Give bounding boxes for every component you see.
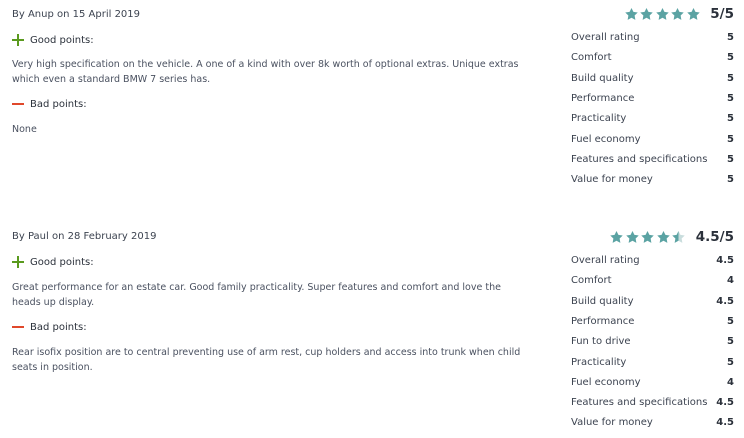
rating-value: 4 <box>727 275 734 287</box>
rating-row <box>571 93 734 113</box>
rating-label: Fuel economy <box>571 376 641 388</box>
good-points-heading <box>12 34 94 46</box>
rating-label: Overall rating <box>571 32 640 43</box>
good-points-text: Very high specification on the vehicle. A one of a kind with over 8k worth of optional extras. Unique extras which even a standard BMW 7 series has. <box>12 59 519 85</box>
rating-row <box>571 73 734 93</box>
rating-value: 5 <box>727 356 734 368</box>
star-icon <box>640 230 655 245</box>
star-icon <box>671 230 686 245</box>
good-points-heading <box>12 256 94 268</box>
rating-row <box>571 397 734 417</box>
rating-label: Value for money <box>571 417 653 429</box>
rating-value: 4.5 <box>716 417 734 429</box>
rating-value: 5 <box>727 336 734 348</box>
good-points-label: Good points: <box>30 256 94 268</box>
rating-label: Comfort <box>571 52 612 64</box>
bad-points-text: Rear isofix position are to central preventing use of arm rest, cup holders and access into trunk when child seats in position. <box>12 347 521 373</box>
rating-value: 5 <box>727 32 734 43</box>
star-icon <box>656 230 671 245</box>
overall-score: 4.5/5 <box>695 229 734 245</box>
bad-points-label: Bad points: <box>30 98 87 110</box>
rating-row <box>571 52 734 72</box>
rating-value: 4.5 <box>716 255 734 266</box>
review-card <box>0 222 744 438</box>
rating-value: 5 <box>727 52 734 64</box>
rating-row <box>571 255 734 275</box>
review-card <box>0 0 744 210</box>
rating-value: 4 <box>727 376 734 388</box>
rating-row <box>571 316 734 336</box>
rating-label: Comfort <box>571 275 612 287</box>
overall-stars <box>624 6 734 22</box>
rating-row <box>571 336 734 356</box>
minus-icon <box>12 321 24 333</box>
rating-value: 5 <box>727 113 734 125</box>
star-icon <box>686 7 701 22</box>
rating-row <box>571 154 734 174</box>
rating-row <box>571 296 734 316</box>
rating-label: Practicality <box>571 113 627 125</box>
star-icon <box>609 230 624 245</box>
star-icon <box>624 7 639 22</box>
good-points-text: Great performance for an estate car. Good family practicality. Super features and comfort and love the heads up display. <box>12 282 501 308</box>
rating-value: 5 <box>727 315 734 327</box>
review-byline: By Paul on 28 February 2019 <box>12 231 157 242</box>
rating-label: Build quality <box>571 295 634 307</box>
bad-points-heading <box>12 321 87 333</box>
overall-score: 5/5 <box>710 6 734 22</box>
rating-value: 5 <box>727 133 734 145</box>
star-icon <box>670 7 685 22</box>
rating-row <box>571 32 734 52</box>
rating-label: Features and specifications <box>571 153 708 165</box>
rating-value: 5 <box>727 72 734 84</box>
rating-row <box>571 417 734 437</box>
rating-row <box>571 377 734 397</box>
rating-label: Build quality <box>571 72 634 84</box>
rating-label: Performance <box>571 315 635 327</box>
review-byline: By Anup on 15 April 2019 <box>12 9 141 20</box>
rating-row <box>571 275 734 295</box>
plus-icon <box>12 256 24 268</box>
rating-row <box>571 134 734 154</box>
rating-value: 5 <box>727 92 734 104</box>
star-icon <box>655 7 670 22</box>
rating-label: Features and specifications <box>571 397 708 409</box>
rating-value: 5 <box>727 174 734 186</box>
good-points-label: Good points: <box>30 34 94 46</box>
overall-stars <box>609 229 734 245</box>
rating-row <box>571 174 734 194</box>
plus-icon <box>12 34 24 46</box>
rating-label: Practicality <box>571 356 627 368</box>
star-rating <box>624 7 702 22</box>
rating-value: 5 <box>727 153 734 165</box>
rating-label: Fun to drive <box>571 336 631 348</box>
rating-row <box>571 113 734 133</box>
star-icon <box>639 7 654 22</box>
star-rating <box>609 230 687 245</box>
bad-points-label: Bad points: <box>30 321 87 333</box>
rating-label: Performance <box>571 92 635 104</box>
rating-value: 4.5 <box>716 397 734 409</box>
rating-label: Fuel economy <box>571 133 641 145</box>
rating-row <box>571 357 734 377</box>
rating-label: Value for money <box>571 174 653 186</box>
rating-label: Overall rating <box>571 255 640 266</box>
minus-icon <box>12 98 24 110</box>
star-icon <box>625 230 640 245</box>
rating-value: 4.5 <box>716 295 734 307</box>
bad-points-text: None <box>12 124 37 135</box>
bad-points-heading <box>12 98 87 110</box>
